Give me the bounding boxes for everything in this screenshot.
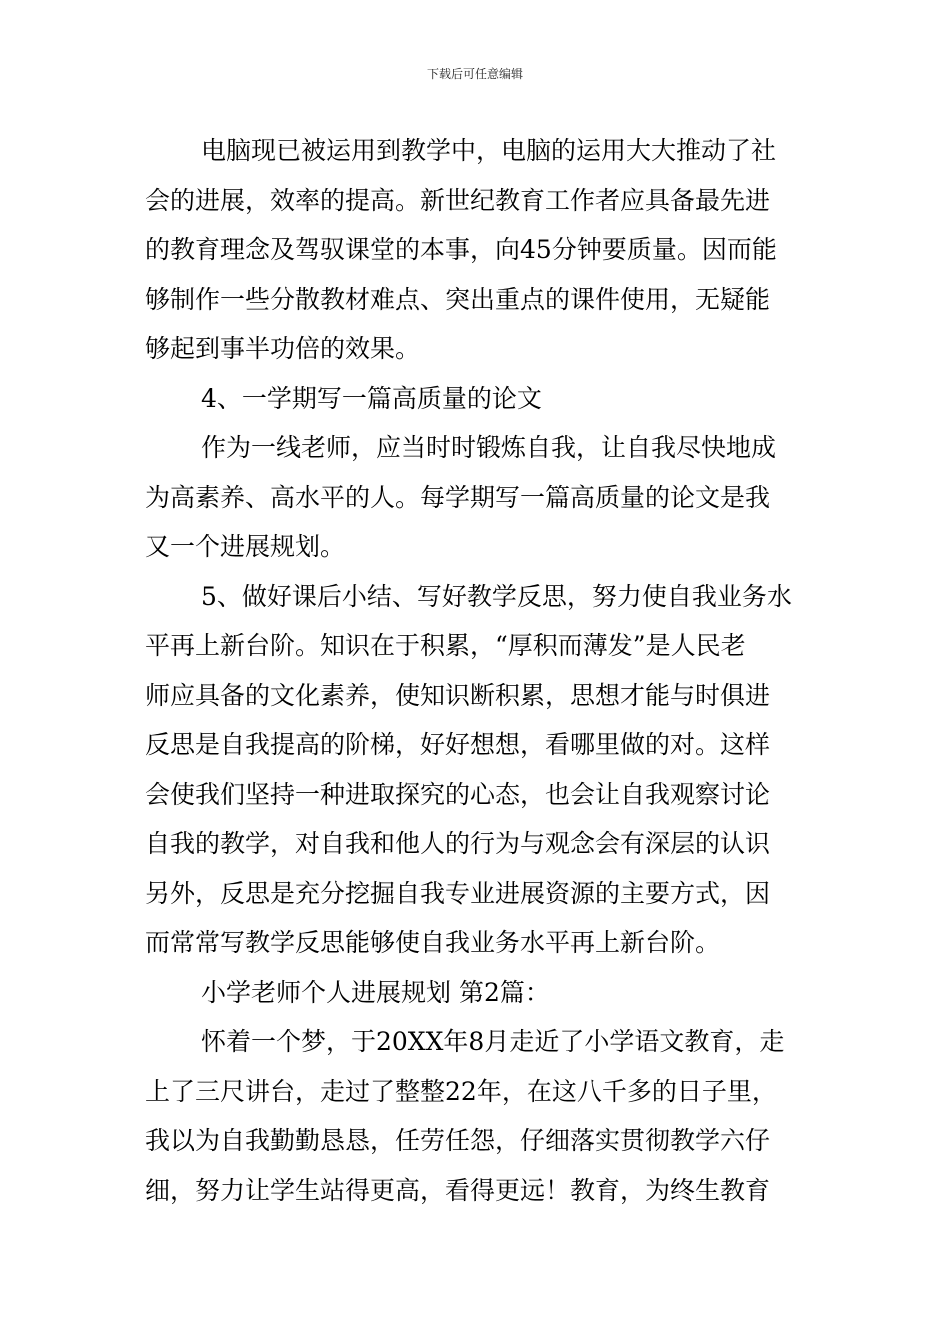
paragraph-computer-use (145, 126, 807, 374)
text-line: 电脑现已被运用到教学中，电脑的运用大大推动了社 (201, 136, 777, 165)
text-line: 怀着一个梦，于20XX年8月走近了小学语文教育，走 (201, 1027, 785, 1056)
paragraph-item-5 (145, 572, 807, 968)
text-line: 又一个进展规划。 (145, 532, 346, 561)
text-line: 作为一线老师，应当时时锻炼自我，让自我尽快地成 (201, 433, 777, 462)
text-line: 会使我们坚持一种进取探究的心态，也会让自我观察讨论 (145, 779, 771, 809)
text-line: 细，努力让学生站得更高，看得更远！教育，为终生教育 (145, 1175, 771, 1205)
text-line: 小学老师个人进展规划 第2篇： (201, 977, 550, 1007)
document-body (145, 126, 807, 1215)
text-line: 的教育理念及驾驭课堂的本事，向45分钟要质量。因而能 (145, 235, 777, 264)
text-line: 为高素养、高水平的人。每学期写一篇高质量的论文是我 (145, 482, 771, 512)
text-line: 平再上新台阶。知识在于积累，“厚积而薄发”是人民老 (145, 631, 746, 660)
text-line: 另外，反思是充分挖掘自我专业进展资源的主要方式，因 (145, 878, 771, 908)
text-line: 会的进展，效率的提高。新世纪教育工作者应具备最先进 (145, 185, 771, 215)
text-line: 够制作一些分散教材难点、突出重点的课件使用，无疑能 (145, 284, 771, 314)
text-line: 够起到事半功倍的效果。 (145, 334, 421, 363)
text-line: 5、做好课后小结、写好教学反思，努力使自我业务水 (201, 581, 792, 611)
page-header: 下载后可任意编辑 (426, 67, 523, 81)
text-line: 反思是自我提高的阶梯，好好想想，看哪里做的对。这样 (145, 730, 771, 759)
text-line: 上了三尺讲台，走过了整整22年，在这八千多的日子里， (145, 1076, 777, 1106)
text-line: 自我的教学，对自我和他人的行为与观念会有深层的认识 (145, 829, 771, 858)
paragraph-dream (145, 1017, 807, 1215)
heading-item-4 (145, 374, 807, 424)
paragraph-self-training (145, 423, 807, 572)
section-title-part-2 (145, 968, 807, 1018)
text-line: 我以为自我勤勤恳恳，任劳任怨，仔细落实贯彻教学六仔 (145, 1126, 771, 1155)
text-line: 4、一学期写一篇高质量的论文 (201, 383, 542, 413)
text-line: 师应具备的文化素养，使知识断积累，思想才能与时俱进 (145, 680, 771, 710)
text-line: 而常常写教学反思能够使自我业务水平再上新台阶。 (145, 928, 721, 957)
